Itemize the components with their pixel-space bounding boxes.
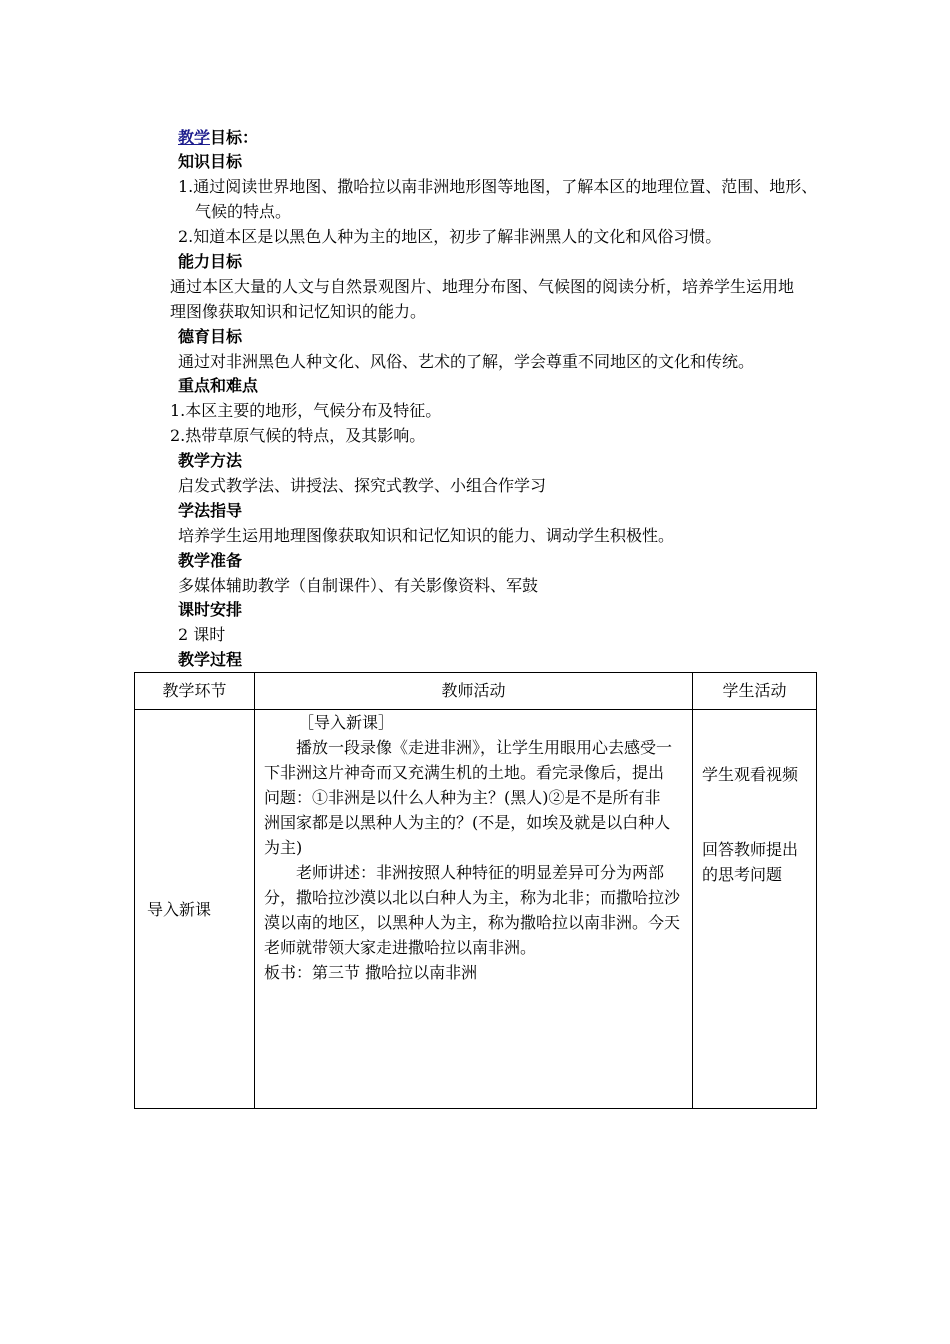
teacher-activity-line: 问题：①非洲是以什么人种为主？(黑人)②是不是所有非: [264, 788, 661, 807]
moral-goal-text: 通过对非洲黑色人种文化、风俗、艺术的了解，学会尊重不同地区的文化和传统。: [178, 352, 755, 371]
preparation-text: 多媒体辅助教学（自制课件）、有关影像资料、军鼓: [178, 576, 539, 595]
teacher-activity-line: 漠以南的地区，以黑种人为主，称为撒哈拉以南非洲。今天: [264, 913, 681, 932]
student-activity-answer-line-2: 的思考问题: [702, 865, 783, 884]
schedule-heading: 课时安排: [178, 600, 243, 619]
teaching-process-heading: 教学过程: [178, 650, 243, 669]
knowledge-goal-1-line-2: 气候的特点。: [195, 202, 292, 221]
header-teaching-stage: 教学环节: [135, 673, 255, 710]
student-activity-watch-video: 学生观看视频: [702, 765, 799, 784]
teaching-goals-heading-rest: 目标：: [210, 128, 259, 147]
teacher-activity-line: 分，撒哈拉沙漠以北以白种人为主，称为北非；而撒哈拉沙: [264, 888, 681, 907]
header-teacher-activity: 教师活动: [255, 673, 693, 710]
table-header-row: [135, 673, 817, 710]
knowledge-goal-1-line-1: 1.通过阅读世界地图、撒哈拉以南非洲地形图等地图，了解本区的地理位置、范围、地形、: [178, 177, 818, 196]
teacher-activity-board-writing: 板书：第三节 撒哈拉以南非洲: [264, 963, 478, 982]
teacher-activity-line: 老师就带领大家走进撒哈拉以南非洲。: [264, 938, 537, 957]
knowledge-goal-2: 2.知道本区是以黑色人种为主的地区，初步了解非洲黑人的文化和风俗习惯。: [178, 227, 722, 246]
schedule-text: 2 课时: [178, 625, 226, 644]
teacher-activity-section-label: ［导入新课］: [298, 713, 395, 732]
student-activity-answer-line-1: 回答教师提出: [702, 840, 799, 859]
ability-goal-line-2: 理图像获取知识和记忆知识的能力。: [170, 302, 427, 321]
teacher-activity-line: 为主): [264, 838, 303, 857]
teacher-activity-line: 播放一段录像《走进非洲》，让学生用眼用心去感受一: [296, 738, 673, 757]
teacher-activity-line: 洲国家都是以黑种人为主的？(不是，如埃及就是以白种人: [264, 813, 671, 832]
header-student-activity: 学生活动: [693, 673, 817, 710]
teaching-link[interactable]: 教学: [178, 128, 211, 147]
teacher-activity-cell: [255, 710, 693, 1109]
preparation-heading: 教学准备: [178, 551, 243, 570]
key-point-1: 1.本区主要的地形，气候分布及特征。: [170, 401, 442, 420]
teaching-method-heading: 教学方法: [178, 451, 243, 470]
table-row: [135, 710, 817, 1109]
moral-goals-heading: 德育目标: [178, 327, 243, 346]
teacher-activity-line: 下非洲这片神奇而又充满生机的土地。看完录像后，提出: [264, 763, 665, 782]
study-guidance-text: 培养学生运用地理图像获取知识和记忆知识的能力、调动学生积极性。: [178, 526, 675, 545]
teaching-method-text: 启发式教学法、讲授法、探究式教学、小组合作学习: [178, 476, 547, 495]
stage-cell: [135, 710, 255, 1109]
knowledge-goals-heading: 知识目标: [178, 152, 243, 171]
ability-goal-line-1: 通过本区大量的人文与自然景观图片、地理分布图、气候图的阅读分析，培养学生运用地: [170, 277, 795, 296]
ability-goals-heading: 能力目标: [178, 252, 243, 271]
key-point-2: 2.热带草原气候的特点，及其影响。: [170, 426, 426, 445]
student-activity-cell: [693, 710, 817, 1109]
study-guidance-heading: 学法指导: [178, 501, 243, 520]
teaching-goals-heading: [178, 128, 258, 148]
teacher-activity-line: 老师讲述：非洲按照人种特征的明显差异可分为两部: [296, 863, 665, 882]
key-points-heading: 重点和难点: [178, 376, 259, 395]
stage-intro-lesson: 导入新课: [147, 900, 212, 919]
lesson-process-table: [134, 672, 817, 1109]
